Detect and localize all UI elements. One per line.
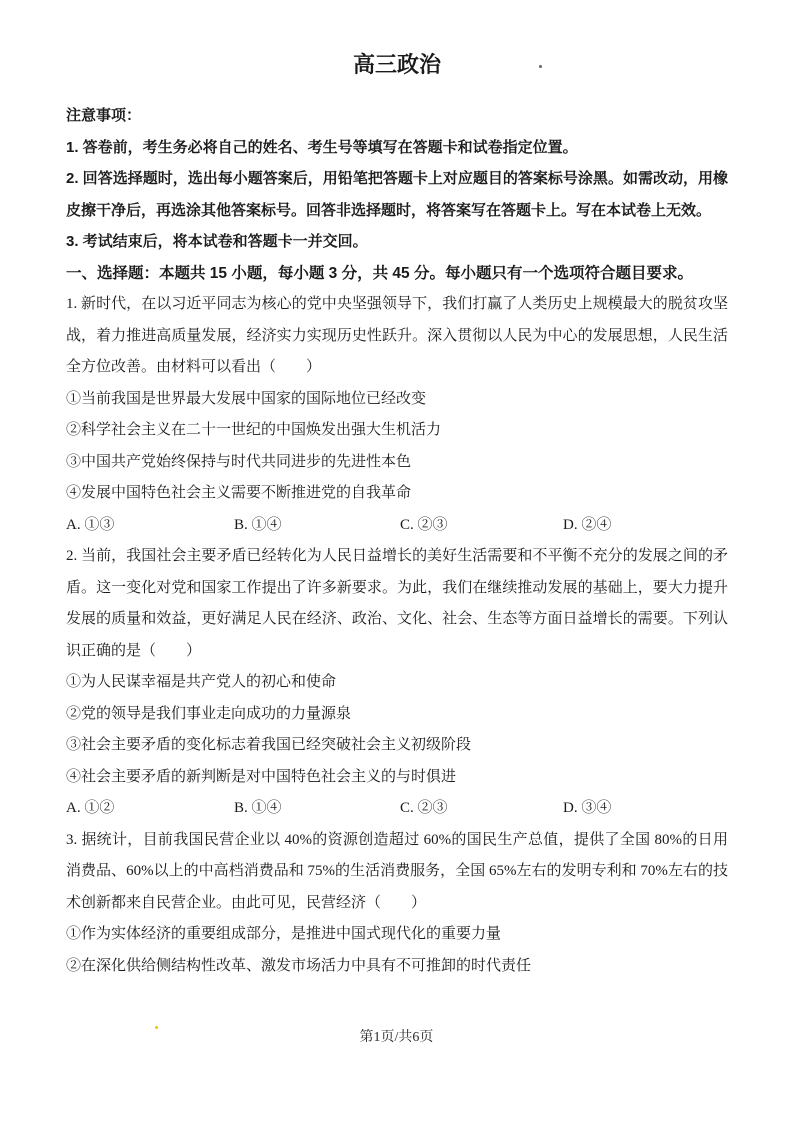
question-1: [66, 289, 728, 541]
question-2-choices: [66, 793, 728, 825]
page-title: 高三政治: [352, 52, 441, 77]
notice-heading: 注意事项：: [66, 107, 142, 124]
question-2-choice-a: A. ①②: [66, 800, 115, 816]
question-1-choice-c: C. ②③: [400, 516, 448, 533]
question-3-option-1: ①作为实体经济的重要组成部分，是推进中国式现代化的重要力量: [66, 926, 502, 942]
question-2-choice-c: C. ②③: [400, 800, 448, 816]
question-1-option-3: ③中国共产党始终保持与时代共同进步的先进性本色: [66, 453, 412, 470]
question-1-choice-a: A. ①③: [66, 516, 115, 533]
notice-item-1: 1. 答卷前，考生务必将自己的姓名、考生号等填写在答题卡和试卷指定位置。: [66, 138, 578, 156]
question-3: [66, 825, 728, 983]
question-2-stem: 2. 当前，我国社会主要矛盾已经转化为人民日益增长的美好生活需要和不平衡不充分的发展之间的矛盾。这一变化对党和国家工作提出了许多新要求。为此，我们在继续推动发展的基础上，要大力提升发展的质量和效益，更好满足人民在经济、政治、文化、社会、生态等方面日益增长的需要。下列认识正确的是（ ）: [66, 548, 728, 659]
question-1-option-2: ②科学社会主义在二十一世纪的中国焕发出强大生机活力: [66, 422, 442, 438]
question-2-choice-d: D. ③④: [563, 800, 612, 816]
question-3-option-2: ②在深化供给侧结构性改革、激发市场活力中具有不可推卸的时代责任: [66, 957, 532, 974]
question-1-option-4: ④发展中国特色社会主义需要不断推进党的自我革命: [66, 485, 412, 501]
question-1-stem: 1. 新时代，在以习近平同志为核心的党中央坚强领导下，我们打赢了人类历史上规模最大的脱贫攻坚战，着力推进高质量发展，经济实力实现历史性跃升。深入贯彻以人民为中心的发展思想，人民生活全方位改善。由材料可以看出（ ）: [66, 296, 728, 375]
page-footer: 第1页/共6页: [359, 1030, 434, 1045]
question-1-choices: [66, 510, 728, 542]
question-2-option-1: ①为人民谋幸福是共产党人的初心和使命: [66, 674, 337, 690]
question-2-option-3: ③社会主要矛盾的变化标志着我国已经突破社会主义初级阶段: [66, 737, 472, 753]
question-1-option-1: ①当前我国是世界最大发展中国家的国际地位已经改变: [66, 390, 427, 407]
question-2: [66, 541, 728, 825]
notice-section: [66, 100, 728, 258]
question-2-option-2: ②党的领导是我们事业走向成功的力量源泉: [66, 705, 352, 722]
page-content: [66, 50, 728, 982]
question-1-choice-b: B. ①④: [234, 516, 282, 533]
notice-item-2: 2. 回答选择题时，选出每小题答案后，用铅笔把答题卡上对应题目的答案标号涂黑。如需改动，用橡皮擦干净后，再选涂其他答案标号。回答非选择题时，将答案写在答题卡上。写在本试卷上无效。: [66, 170, 728, 219]
question-3-stem: 3. 据统计，目前我国民营企业以 40%的资源创造超过 60%的国民生产总值，提供了全国 80%的日用消费品、60%以上的中高档消费品和 75%的生活消费服务，全国 65%左右的发明专利和 70%左右的技术创新都来自民营企业。由此可见，民营经济（ ）: [66, 831, 728, 911]
notice-item-3: 3. 考试结束后，将本试卷和答题卡一并交回。: [66, 233, 368, 250]
question-1-choice-d: D. ②④: [563, 516, 612, 533]
section-heading-choice-questions: 一、选择题：本题共 15 小题，每小题 3 分，共 45 分。每小题只有一个选项符合题目要求。: [66, 264, 693, 282]
question-2-option-4: ④社会主要矛盾的新判断是对中国特色社会主义的与时俱进: [66, 768, 457, 785]
question-2-choice-b: B. ①④: [234, 800, 282, 816]
